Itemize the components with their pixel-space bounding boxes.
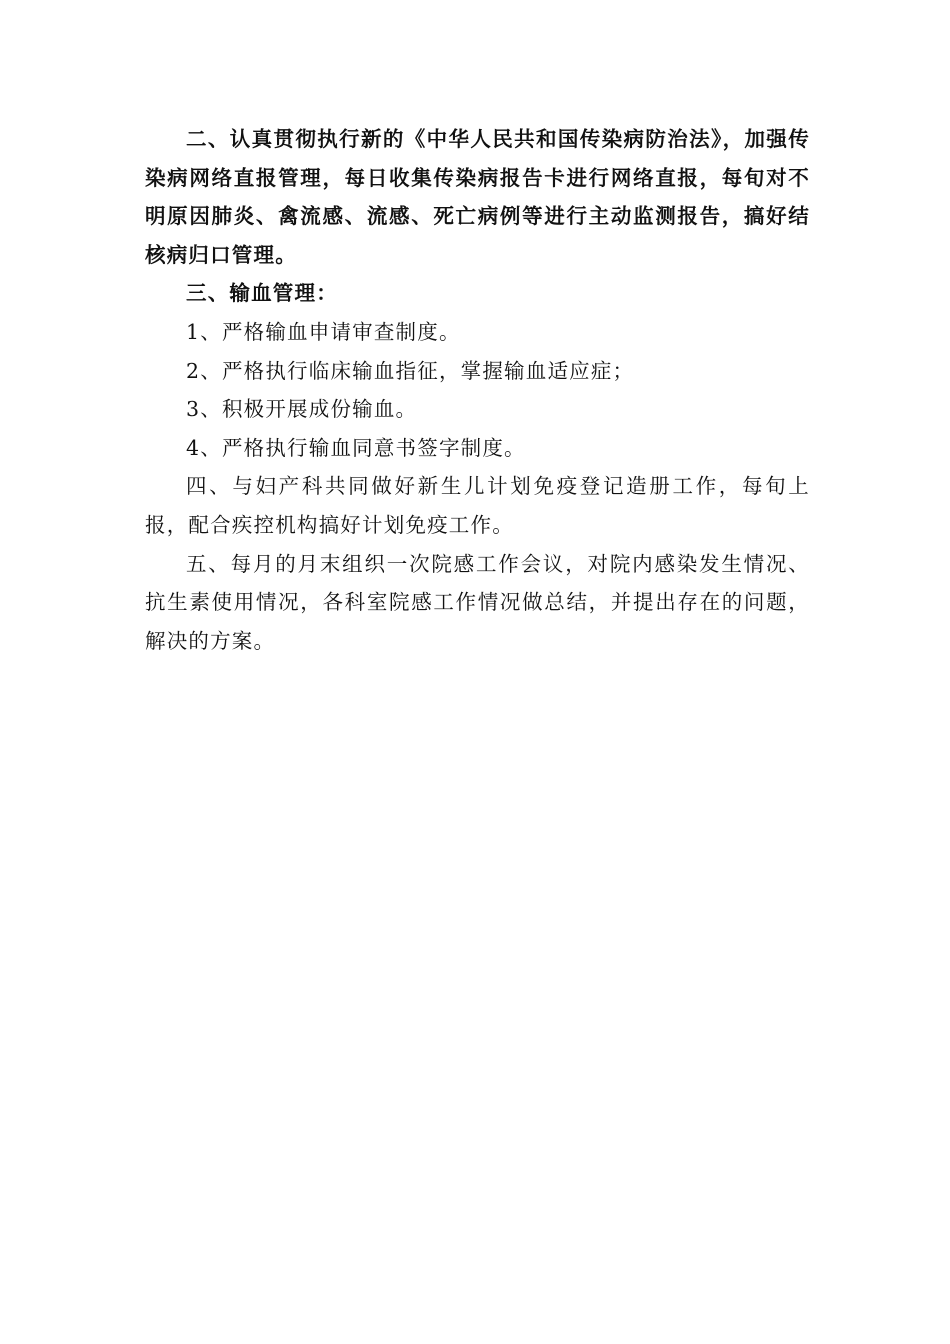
list-item: 2、严格执行临床输血指征，掌握输血适应症；	[186, 358, 635, 383]
section-2-paragraph: 二、认真贯彻执行新的《中华人民共和国传染病防治法》，加强传染病网络直报管理，每日收集传染病报告卡进行网络直报，每旬对不明原因肺炎、禽流感、流感、死亡病例等进行主动监测报告，搞好结核病归口管理。	[145, 127, 810, 267]
section-5-paragraph: 五、每月的月末组织一次院感工作会议，对院内感染发生情况、抗生素使用情况，各科室院感工作情况做总结，并提出存在的问题，解决的方案。	[145, 551, 810, 653]
list-item: 1、严格输血申请审查制度。	[186, 319, 461, 344]
document-body	[145, 120, 810, 660]
section-4-paragraph: 四、与妇产科共同做好新生儿计划免疫登记造册工作，每旬上报，配合疾控机构搞好计划免疫工作。	[145, 474, 810, 537]
list-item: 4、严格执行输血同意书签字制度。	[186, 435, 526, 460]
section-3-heading: 三、输血管理：	[186, 281, 338, 306]
list-item: 3、积极开展成份输血。	[186, 397, 418, 422]
